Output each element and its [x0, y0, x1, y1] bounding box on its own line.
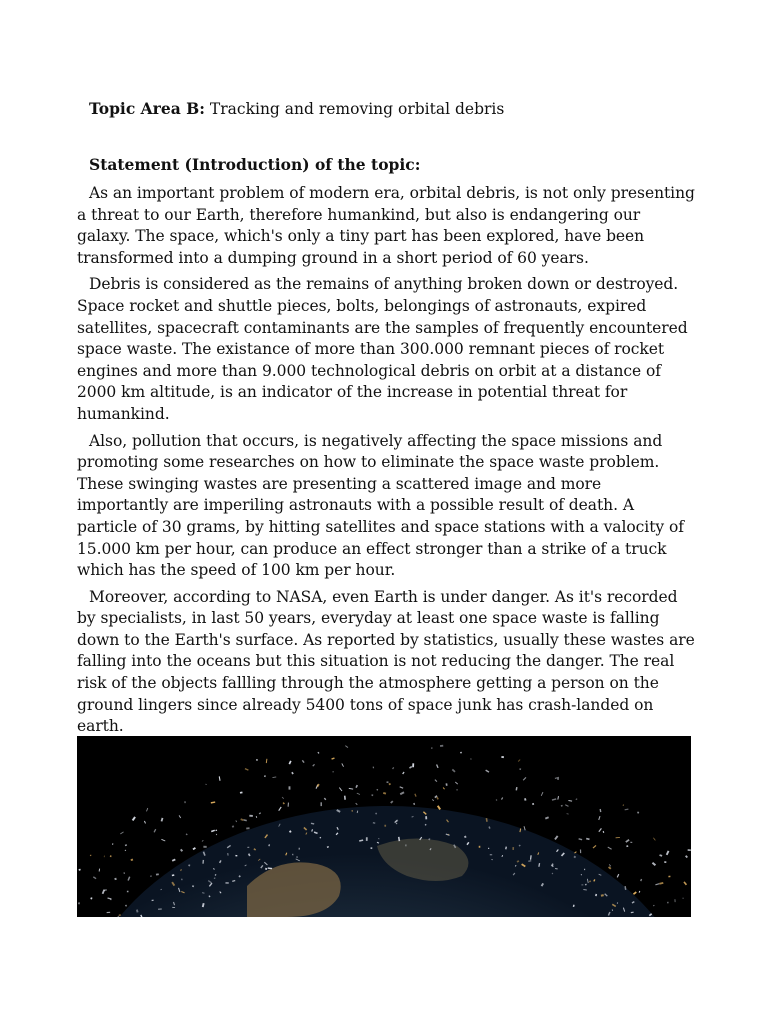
debris-particle: [246, 827, 249, 829]
paragraph-intro: As an important problem of modern era, orbital debris, is not only presenting a threat to our Earth, therefore humankind, but also is endangering our galaxy. The space, which's only a tiny part has been explored, have been transformed into a dumping ground in a short period of 60 years.: [77, 184, 695, 267]
debris-particle: [332, 771, 333, 772]
debris-particle: [488, 848, 489, 849]
debris-particle: [580, 850, 581, 854]
topic-label: Topic Area B:: [89, 99, 205, 118]
debris-particle: [405, 844, 406, 846]
debris-particle: [225, 882, 228, 884]
debris-particle: [292, 854, 293, 856]
debris-particle: [668, 876, 670, 878]
paragraph-nasa: Moreover, according to NASA, even Earth is under danger. As it's recorded by specialists, in last 50 years, everyday at least one space waste is falling down to the Earth's surface. As reported by statistics, usually these wastes are falling into the oceans but this situation is not reducing the danger. The real risk of the objects fallling through the atmosphere getting a person on the ground lingers since already 5400 tons of space junk has crash-landed on earth.: [77, 587, 695, 736]
debris-particle: [256, 759, 258, 760]
debris-particle: [185, 801, 186, 803]
debris-particle: [289, 786, 291, 789]
debris-particle: [321, 802, 322, 806]
topic-heading: [89, 99, 504, 119]
debris-particle: [512, 847, 514, 850]
debris-particle: [249, 815, 253, 817]
debris-particle: [688, 849, 691, 851]
debris-particle: [490, 854, 492, 855]
debris-particle: [366, 837, 368, 841]
debris-particle: [299, 848, 300, 850]
debris-particle: [203, 846, 206, 848]
body-text: [77, 183, 697, 743]
debris-particle: [296, 856, 298, 858]
debris-particle: [675, 899, 676, 902]
debris-particle: [460, 752, 462, 754]
debris-particle: [387, 781, 389, 783]
paragraph-debris-definition: Debris is considered as the remains of anything broken down or destroyed. Space rocket and shuttle pieces, bolts, belongings of astronauts, expired satellites, spacecraft contaminants are the samples of frequently encountered space waste. The existance of more than 300.000 remnant pieces of rocket engines and more than 9.000 technological debris on orbit at a distance of 2000 km altitude, is an indicator of the increase in potential threat for humankind.: [77, 275, 688, 423]
paragraph-pollution: Also, pollution that occurs, is negatively affecting the space missions and promoting some researches on how to eliminate the space waste problem. These swinging wastes are presenting a scattered image and more importantly are imperiling astronauts with a possible result of death. A particle of 30 grams, by hitting satellites and space stations with a valocity of 15.000 km per hour, can produce an effect stronger than a strike of a truck which has the speed of 100 km per hour.: [77, 431, 684, 580]
statement-heading: Statement (Introduction) of the topic:: [89, 155, 421, 174]
debris-particle: [664, 861, 666, 863]
debris-particle: [584, 869, 585, 870]
debris-particle: [501, 756, 504, 758]
debris-particle: [247, 847, 249, 848]
topic-title: Tracking and removing orbital debris: [209, 100, 505, 118]
earth-orbital-debris-illustration: [77, 736, 691, 917]
debris-particle: [114, 878, 116, 880]
debris-particle: [384, 825, 386, 827]
debris-particle: [425, 816, 427, 819]
debris-particle: [235, 855, 237, 857]
debris-particle: [581, 884, 583, 885]
debris-particle: [479, 846, 481, 848]
debris-particle: [557, 778, 558, 780]
debris-particle: [440, 745, 443, 747]
debris-particle: [127, 891, 129, 893]
orbital-debris-image: [77, 736, 691, 917]
debris-particle: [617, 902, 618, 904]
debris-particle: [412, 763, 414, 767]
debris-particle: [389, 783, 391, 785]
debris-particle: [630, 842, 632, 843]
debris-particle: [457, 789, 458, 790]
